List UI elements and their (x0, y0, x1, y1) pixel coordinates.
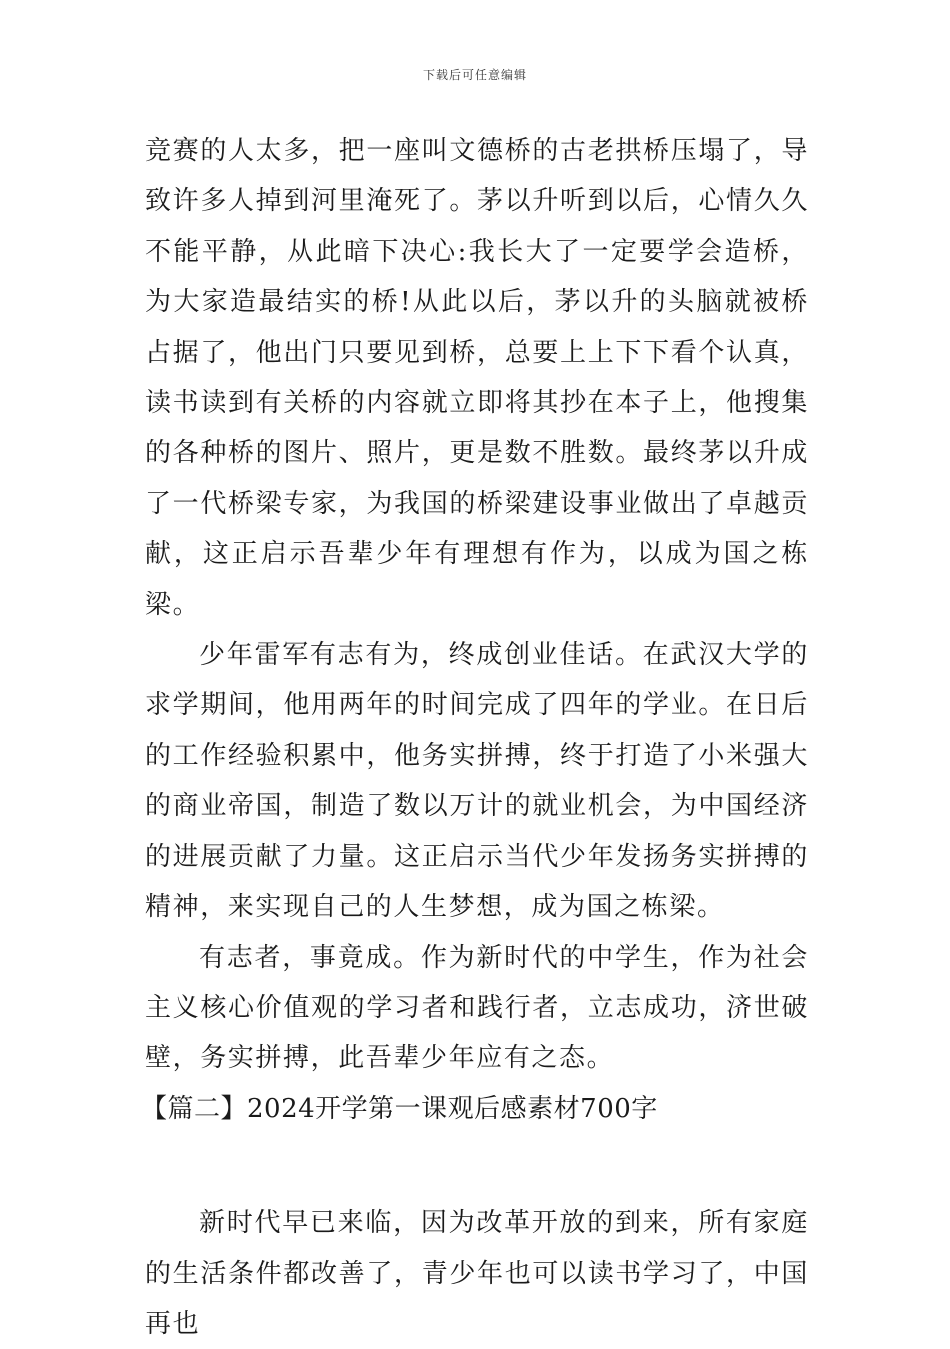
paragraph-section-two: 新时代早已来临，因为改革开放的到来，所有家庭的生活条件都改善了，青少年也可以读书学习了，中国再也 (145, 1208, 809, 1339)
section-heading: 【篇二】2024开学第一课观后感素材700字 (141, 1093, 658, 1124)
paragraph-leijun: 少年雷军有志有为，终成创业佳话。在武汉大学的求学期间，他用两年的时间完成了四年的学业。在日后的工作经验积累中，他务实拼搏，终于打造了小米强大的商业帝国，制造了数以万计的就业机会，为中国经济的进展贡献了力量。这正启示当代少年发扬务实拼搏的精神，来实现自己的人生梦想，成为国之栋梁。 (145, 640, 809, 923)
paragraph-continued: 竞赛的人太多，把一座叫文德桥的古老拱桥压塌了，导致许多人掉到河里淹死了。茅以升听到以后，心情久久不能平静，从此暗下决心:我长大了一定要学会造桥，为大家造最结实的桥!从此以后，茅以升的头脑就被桥占据了，他出门只要见到桥，总要上上下下看个认真，读书读到有关桥的内容就立即将其抄在本子上，他搜集的各种桥的图片、照片，更是数不胜数。最终茅以升成了一代桥梁专家，为我国的桥梁建设事业做出了卓越贡献，这正启示吾辈少年有理想有作为，以成为国之栋梁。 (145, 136, 809, 620)
header-note: 下载后可任意编辑 (422, 68, 527, 82)
paragraph-conclusion: 有志者，事竟成。作为新时代的中学生，作为社会主义核心价值观的学习者和践行者，立志成功，济世破壁，务实拼搏，此吾辈少年应有之态。 (145, 942, 809, 1074)
document-body (141, 126, 809, 1349)
blank-gap (145, 1134, 809, 1198)
